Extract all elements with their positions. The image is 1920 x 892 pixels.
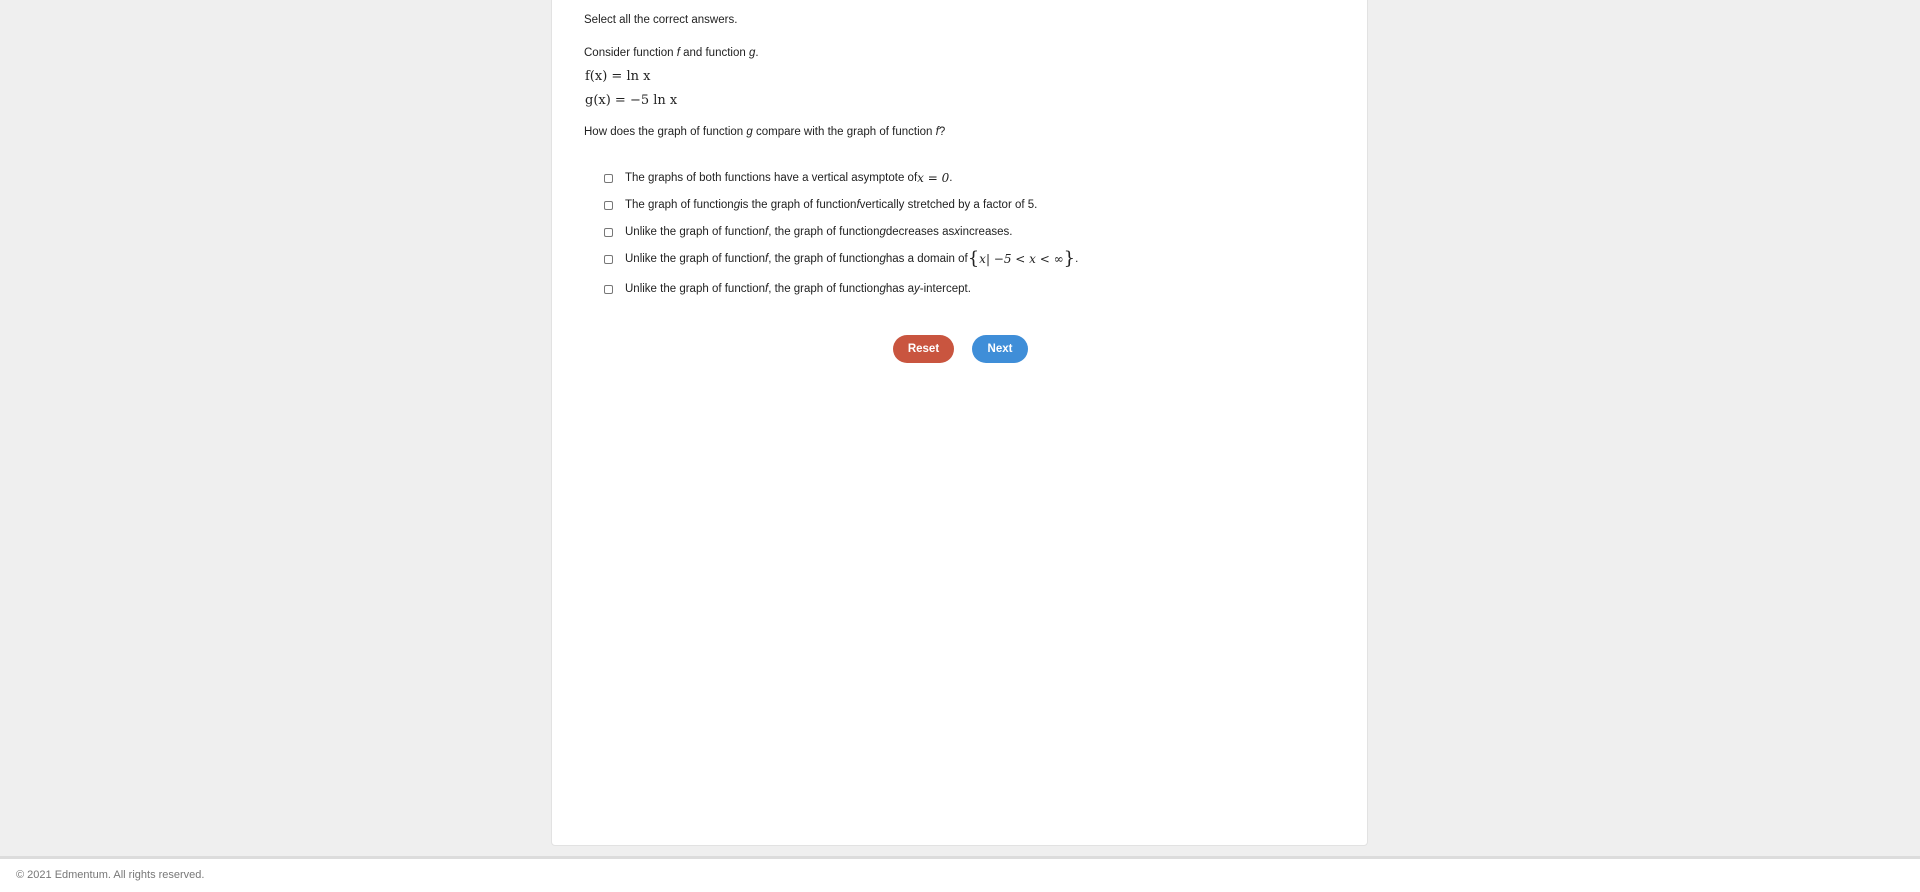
answer-option-4[interactable]	[604, 250, 1078, 268]
option-var: g	[879, 253, 886, 265]
option-text: has a	[885, 283, 915, 295]
option-3-checkbox[interactable]	[604, 228, 613, 237]
option-math: x = 0	[917, 171, 950, 185]
option-text: is the graph of function	[740, 199, 857, 211]
open-brace: {	[967, 248, 980, 269]
option-text: has a domain of	[885, 253, 968, 265]
option-text: , the graph of function	[768, 226, 880, 238]
copyright-text: © 2021 Edmentum. All rights reserved.	[16, 869, 205, 881]
option-5-label[interactable]	[625, 283, 971, 295]
option-text: Unlike the graph of function	[625, 226, 766, 238]
question-panel	[551, 0, 1368, 846]
option-4-checkbox[interactable]	[604, 255, 613, 264]
option-var: y	[914, 283, 920, 295]
option-2-label[interactable]	[625, 199, 1037, 211]
f-name: f	[676, 47, 680, 59]
option-text: The graph of function	[625, 199, 734, 211]
option-text: .	[949, 172, 953, 184]
option-text: vertically stretched by a factor of 5.	[859, 199, 1038, 211]
option-var: x	[954, 226, 961, 238]
option-3-label[interactable]	[625, 226, 1012, 238]
consider-mid: and function	[679, 47, 749, 59]
option-2-checkbox[interactable]	[604, 201, 613, 210]
reset-button[interactable]: Reset	[893, 335, 954, 363]
f-definition: f(x) = ln x	[585, 69, 651, 84]
consider-text	[584, 47, 759, 59]
answer-option-1[interactable]	[604, 169, 952, 187]
option-5-checkbox[interactable]	[604, 285, 613, 294]
next-button[interactable]: Next	[972, 335, 1028, 363]
option-1-checkbox[interactable]	[604, 174, 613, 183]
option-var: f	[765, 226, 769, 238]
option-text: increases.	[960, 226, 1013, 238]
option-var: g	[879, 226, 886, 238]
close-brace: }	[1063, 248, 1076, 269]
option-text: .	[1075, 253, 1079, 265]
prompt-prefix: How does the graph of function	[584, 126, 747, 138]
consider-suffix: .	[755, 47, 759, 59]
answer-option-3[interactable]	[604, 223, 1012, 241]
prompt-g: g	[746, 126, 753, 138]
option-text: Unlike the graph of function	[625, 283, 766, 295]
g-definition: g(x) = −5 ln x	[585, 93, 678, 108]
prompt-mid: compare with the graph of function	[752, 126, 936, 138]
option-1-label[interactable]	[625, 171, 952, 185]
option-4-label[interactable]	[625, 250, 1078, 268]
answer-option-2[interactable]	[604, 196, 1037, 214]
option-math: x| −5 < x < ∞	[979, 252, 1064, 266]
option-text: Unlike the graph of function	[625, 253, 766, 265]
option-text: -intercept.	[919, 283, 971, 295]
instruction-text: Select all the correct answers.	[584, 14, 738, 26]
prompt-suffix: ?	[938, 126, 946, 138]
option-text: , the graph of function	[768, 253, 880, 265]
option-var: f	[856, 199, 860, 211]
g-name: g	[748, 47, 756, 59]
footer	[0, 856, 1920, 892]
option-text: decreases as	[885, 226, 955, 238]
answer-option-5[interactable]	[604, 280, 971, 298]
option-var: g	[733, 199, 741, 211]
option-var: f	[765, 253, 769, 265]
option-var: g	[879, 283, 886, 295]
option-var: f	[765, 283, 769, 295]
prompt-f: f	[935, 126, 939, 138]
question-prompt	[584, 126, 945, 138]
option-text: , the graph of function	[768, 283, 880, 295]
consider-prefix: Consider function	[584, 47, 677, 59]
option-text: The graphs of both functions have a vertical asymptote of	[625, 172, 918, 184]
